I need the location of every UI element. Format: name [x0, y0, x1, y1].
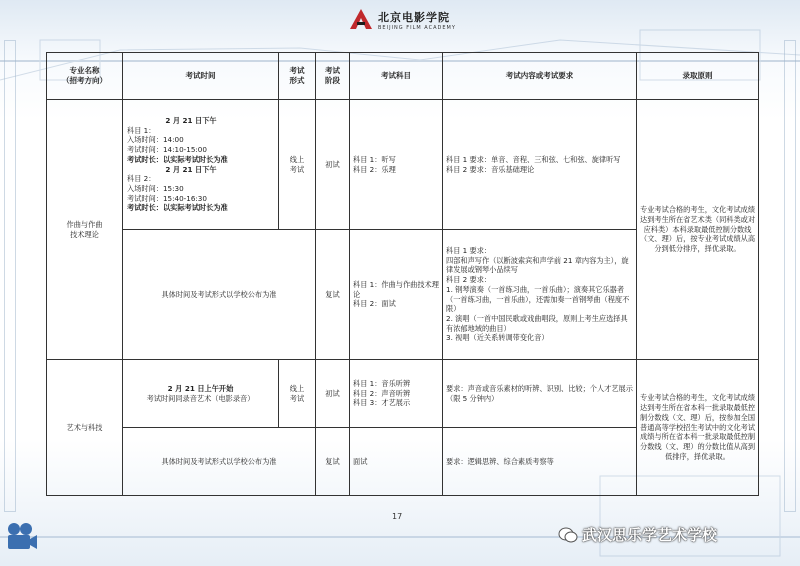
watermark-text: 武汉思乐学艺术学校 — [582, 526, 718, 544]
exam-content-cell: 科目 1 要求： 四部和声写作（以断波索宾和声学前 21 章内容为主），旋律发展或钢琴小品续写 科目 2 要求： 1. 钢琴演奏（一首练习曲，一首乐曲）；演奏其它乐器者（一首练习曲，一首乐曲），还需加奏一首钢琴曲（程度不限） 2. 演唱（一首中国民歌或戏曲唱段，原则上考生应选择具有浓郁地域的曲目） 3. 视唱（近关系转调带变化音） — [443, 230, 637, 360]
admission-cell: 专业考试合格的考生，文化考试成绩达到考生所在省本科一批录取最低控制分数线（文、理）后，按参加全国普通高等学校招生考试中的文化考试成绩与所在省本科一批录取最低控制分数线（文、理）的分数比值从高到低排序，择优录取。 — [637, 360, 759, 496]
exam-subjects-cell: 科目 1：音乐听辨 科目 2：声音听辨 科目 3：才艺展示 — [350, 360, 443, 428]
exam-stage-cell: 复试 — [316, 230, 350, 360]
exam-stage-cell: 复试 — [316, 428, 350, 496]
wechat-icon — [558, 526, 578, 544]
major-art-tech: 艺术与科技 — [47, 360, 123, 496]
exam-stage-cell: 初试 — [316, 100, 350, 230]
exam-subjects-cell: 面试 — [350, 428, 443, 496]
exam-subjects-cell: 科目 1：作曲与作曲技术理论 科目 2：面试 — [350, 230, 443, 360]
header-subjects: 考试科目 — [350, 53, 443, 100]
exam-form-cell: 线上 考试 — [279, 360, 316, 428]
right-border-decoration — [784, 40, 796, 512]
exam-schedule-table — [46, 52, 759, 496]
table-header-row — [47, 53, 759, 100]
exam-time-cell: 2 月 21 日上午开始 考试时间同录音艺术（电影录音） — [123, 360, 279, 428]
header-time: 考试时间 — [123, 53, 279, 100]
exam-subjects-cell: 科目 1：听写 科目 2：乐理 — [350, 100, 443, 230]
film-camera-icon — [4, 520, 38, 554]
table-row — [47, 360, 759, 428]
exam-content-cell: 要求：声音或音乐素材的听辨、识别、比较；个人才艺展示（限 5 分钟内） — [443, 360, 637, 428]
exam-time-cell: 具体时间及考试形式以学校公布为准 — [123, 428, 316, 496]
header-admission: 录取原则 — [637, 53, 759, 100]
header-content: 考试内容或考试要求 — [443, 53, 637, 100]
exam-stage-cell: 初试 — [316, 360, 350, 428]
exam-content-cell: 科目 1 要求：单音、音程、三和弦、七和弦、旋律听写 科目 2 要求：音乐基础理论 — [443, 100, 637, 230]
page-number: 17 — [392, 512, 403, 521]
logo-english-name: BEIJING FILM ACADEMY — [378, 25, 456, 31]
header-stage: 考试 阶段 — [316, 53, 350, 100]
exam-form-cell: 线上 考试 — [279, 100, 316, 230]
academy-logo-icon — [350, 9, 372, 29]
exam-content-cell: 要求：逻辑思辨、综合素质考察等 — [443, 428, 637, 496]
exam-time-cell: 2 月 21 日下午 科目 1： 入场时间：14:00 考试时间：14:10-15:00 考试时长：以实际考试时长为准 2 月 21 日下午 科目 2： 入场时间：15:30 考试时间：15:40-16:30 考试时长：以实际考试时长为准 — [123, 100, 279, 230]
school-logo — [350, 6, 456, 31]
exam-time-cell: 具体时间及考试形式以学校公布为准 — [123, 230, 316, 360]
admission-cell: 专业考试合格的考生，文化考试成绩达到考生所在省艺术类（同科类或对应科类）本科录取最低控制分数线（文、理）后，按专业考试成绩从高分到低分排序，择优录取。 — [637, 100, 759, 360]
logo-chinese-name: 北京电影学院 — [378, 11, 450, 24]
major-composition: 作曲与作曲 技术理论 — [47, 100, 123, 360]
header-major: 专业名称 （招考方向） — [47, 53, 123, 100]
table-row — [47, 100, 759, 230]
watermark — [558, 524, 717, 545]
header-form: 考试 形式 — [279, 53, 316, 100]
left-border-decoration — [4, 40, 16, 512]
